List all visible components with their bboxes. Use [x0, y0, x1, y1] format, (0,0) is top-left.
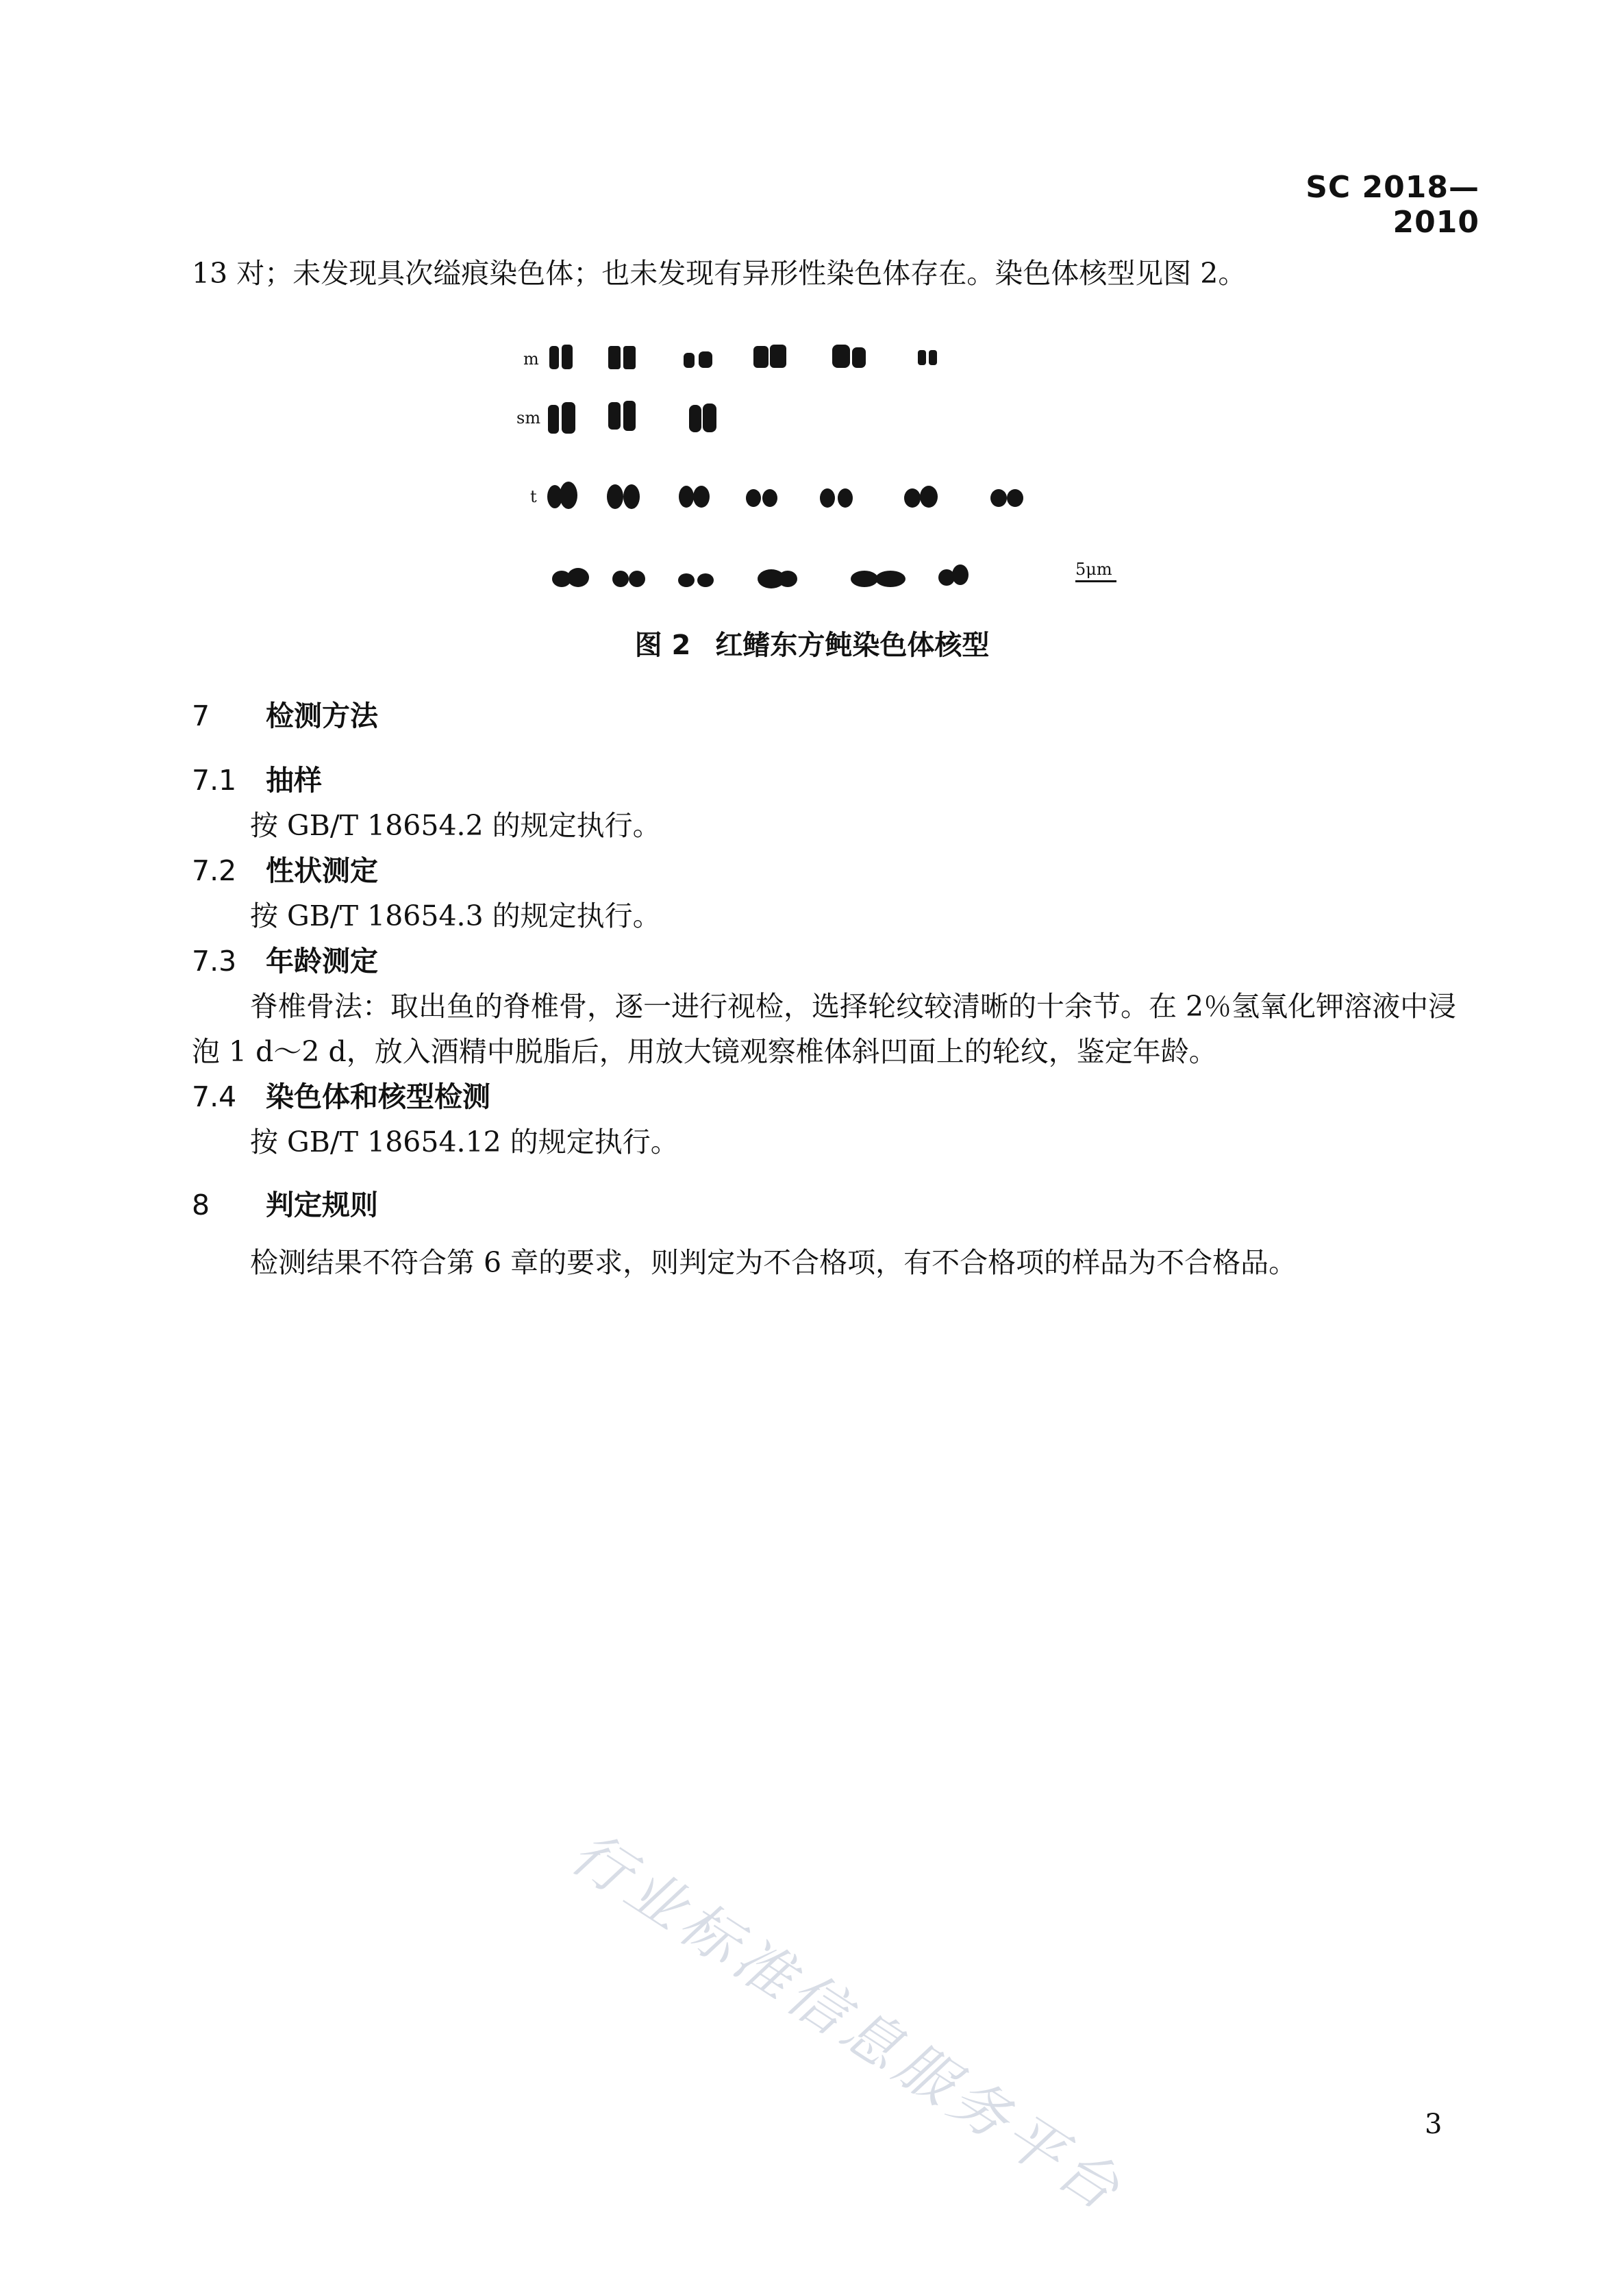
section-text-8: 检测结果不符合第 6 章的要求，则判定为不合格项，有不合格项的样品为不合格品。 — [250, 1246, 1297, 1279]
chromosome-pair — [832, 345, 866, 368]
chromosome-pair — [746, 489, 777, 507]
section-title: 性状测定 — [266, 854, 378, 887]
section-number: 7.3 — [192, 945, 237, 978]
section-heading-8 — [192, 1182, 378, 1228]
chromosome-pair — [820, 488, 853, 508]
chromosome-pair — [851, 571, 905, 587]
karyotype-figure — [507, 325, 1151, 620]
chromosome-pair — [990, 489, 1023, 507]
row-label-t: t — [530, 487, 537, 506]
chromosome-pair — [753, 345, 786, 368]
chromosome-pair — [547, 482, 577, 509]
chromosome-pair — [608, 346, 636, 369]
chromosome-pair — [607, 484, 640, 509]
chromosome-pair — [679, 486, 710, 508]
section-number: 7.4 — [192, 1080, 237, 1113]
section-heading-7-1 — [192, 758, 322, 803]
row-label-sm: sm — [516, 408, 541, 427]
section-number: 7 — [192, 699, 210, 732]
intro-paragraph: 13 对；未发现具次缢痕染色体；也未发现有异形性染色体存在。染色体核型见图 2。 — [192, 257, 1247, 290]
section-title: 判定规则 — [266, 1189, 378, 1221]
watermark-text: 行业标准信息服务平台 — [559, 1819, 1136, 2226]
scale-bar — [1075, 580, 1116, 582]
chromosome-pair — [689, 404, 716, 432]
section-text-7-1: 按 GB/T 18654.2 的规定执行。 — [250, 809, 661, 842]
chromosome-pair — [608, 401, 636, 431]
row-label-m: m — [523, 349, 539, 369]
section-text-7-2: 按 GB/T 18654.3 的规定执行。 — [250, 899, 661, 932]
section-title: 抽样 — [266, 764, 322, 797]
standard-code: SC 2018—2010 — [1306, 170, 1479, 240]
section-heading-7 — [192, 693, 378, 738]
chromosome-pair — [548, 402, 575, 434]
section-heading-7-3 — [192, 939, 378, 984]
chromosome-pair — [549, 345, 573, 369]
section-heading-7-2 — [192, 848, 378, 893]
figure-caption-label: 图 2 — [634, 630, 691, 661]
chromosome-pair — [552, 568, 589, 587]
section-number: 7.2 — [192, 854, 237, 887]
chromosome-pair — [918, 350, 937, 365]
scale-bar-label: 5μm — [1075, 560, 1112, 579]
chromosome-pair — [938, 564, 969, 586]
section-text-7-3-line2: 泡 1 d～2 d，放入酒精中脱脂后，用放大镜观察椎体斜凹面上的轮纹，鉴定年龄。 — [192, 1035, 1217, 1068]
figure-caption-title: 红鳍东方鲀染色体核型 — [715, 630, 990, 661]
figure-caption — [0, 625, 1624, 666]
chromosome-pair — [678, 573, 714, 587]
section-title: 年龄测定 — [266, 945, 378, 978]
karyotype-image — [507, 325, 1151, 620]
chromosome-pair — [684, 351, 712, 368]
chromosome-pair — [904, 486, 938, 508]
section-text-7-3-line1: 脊椎骨法：取出鱼的脊椎骨，逐一进行视检，选择轮纹较清晰的十余节。在 2％氢氧化钾溶液中浸 — [250, 990, 1457, 1023]
chromosome-pair — [612, 571, 645, 587]
section-number: 8 — [192, 1189, 210, 1221]
section-heading-7-4 — [192, 1074, 490, 1119]
page-number: 3 — [1425, 2109, 1442, 2140]
section-text-7-4: 按 GB/T 18654.12 的规定执行。 — [250, 1126, 679, 1158]
chromosome-pair — [758, 569, 797, 588]
section-title: 染色体和核型检测 — [266, 1080, 490, 1113]
section-number: 7.1 — [192, 764, 237, 797]
section-title: 检测方法 — [266, 699, 378, 732]
